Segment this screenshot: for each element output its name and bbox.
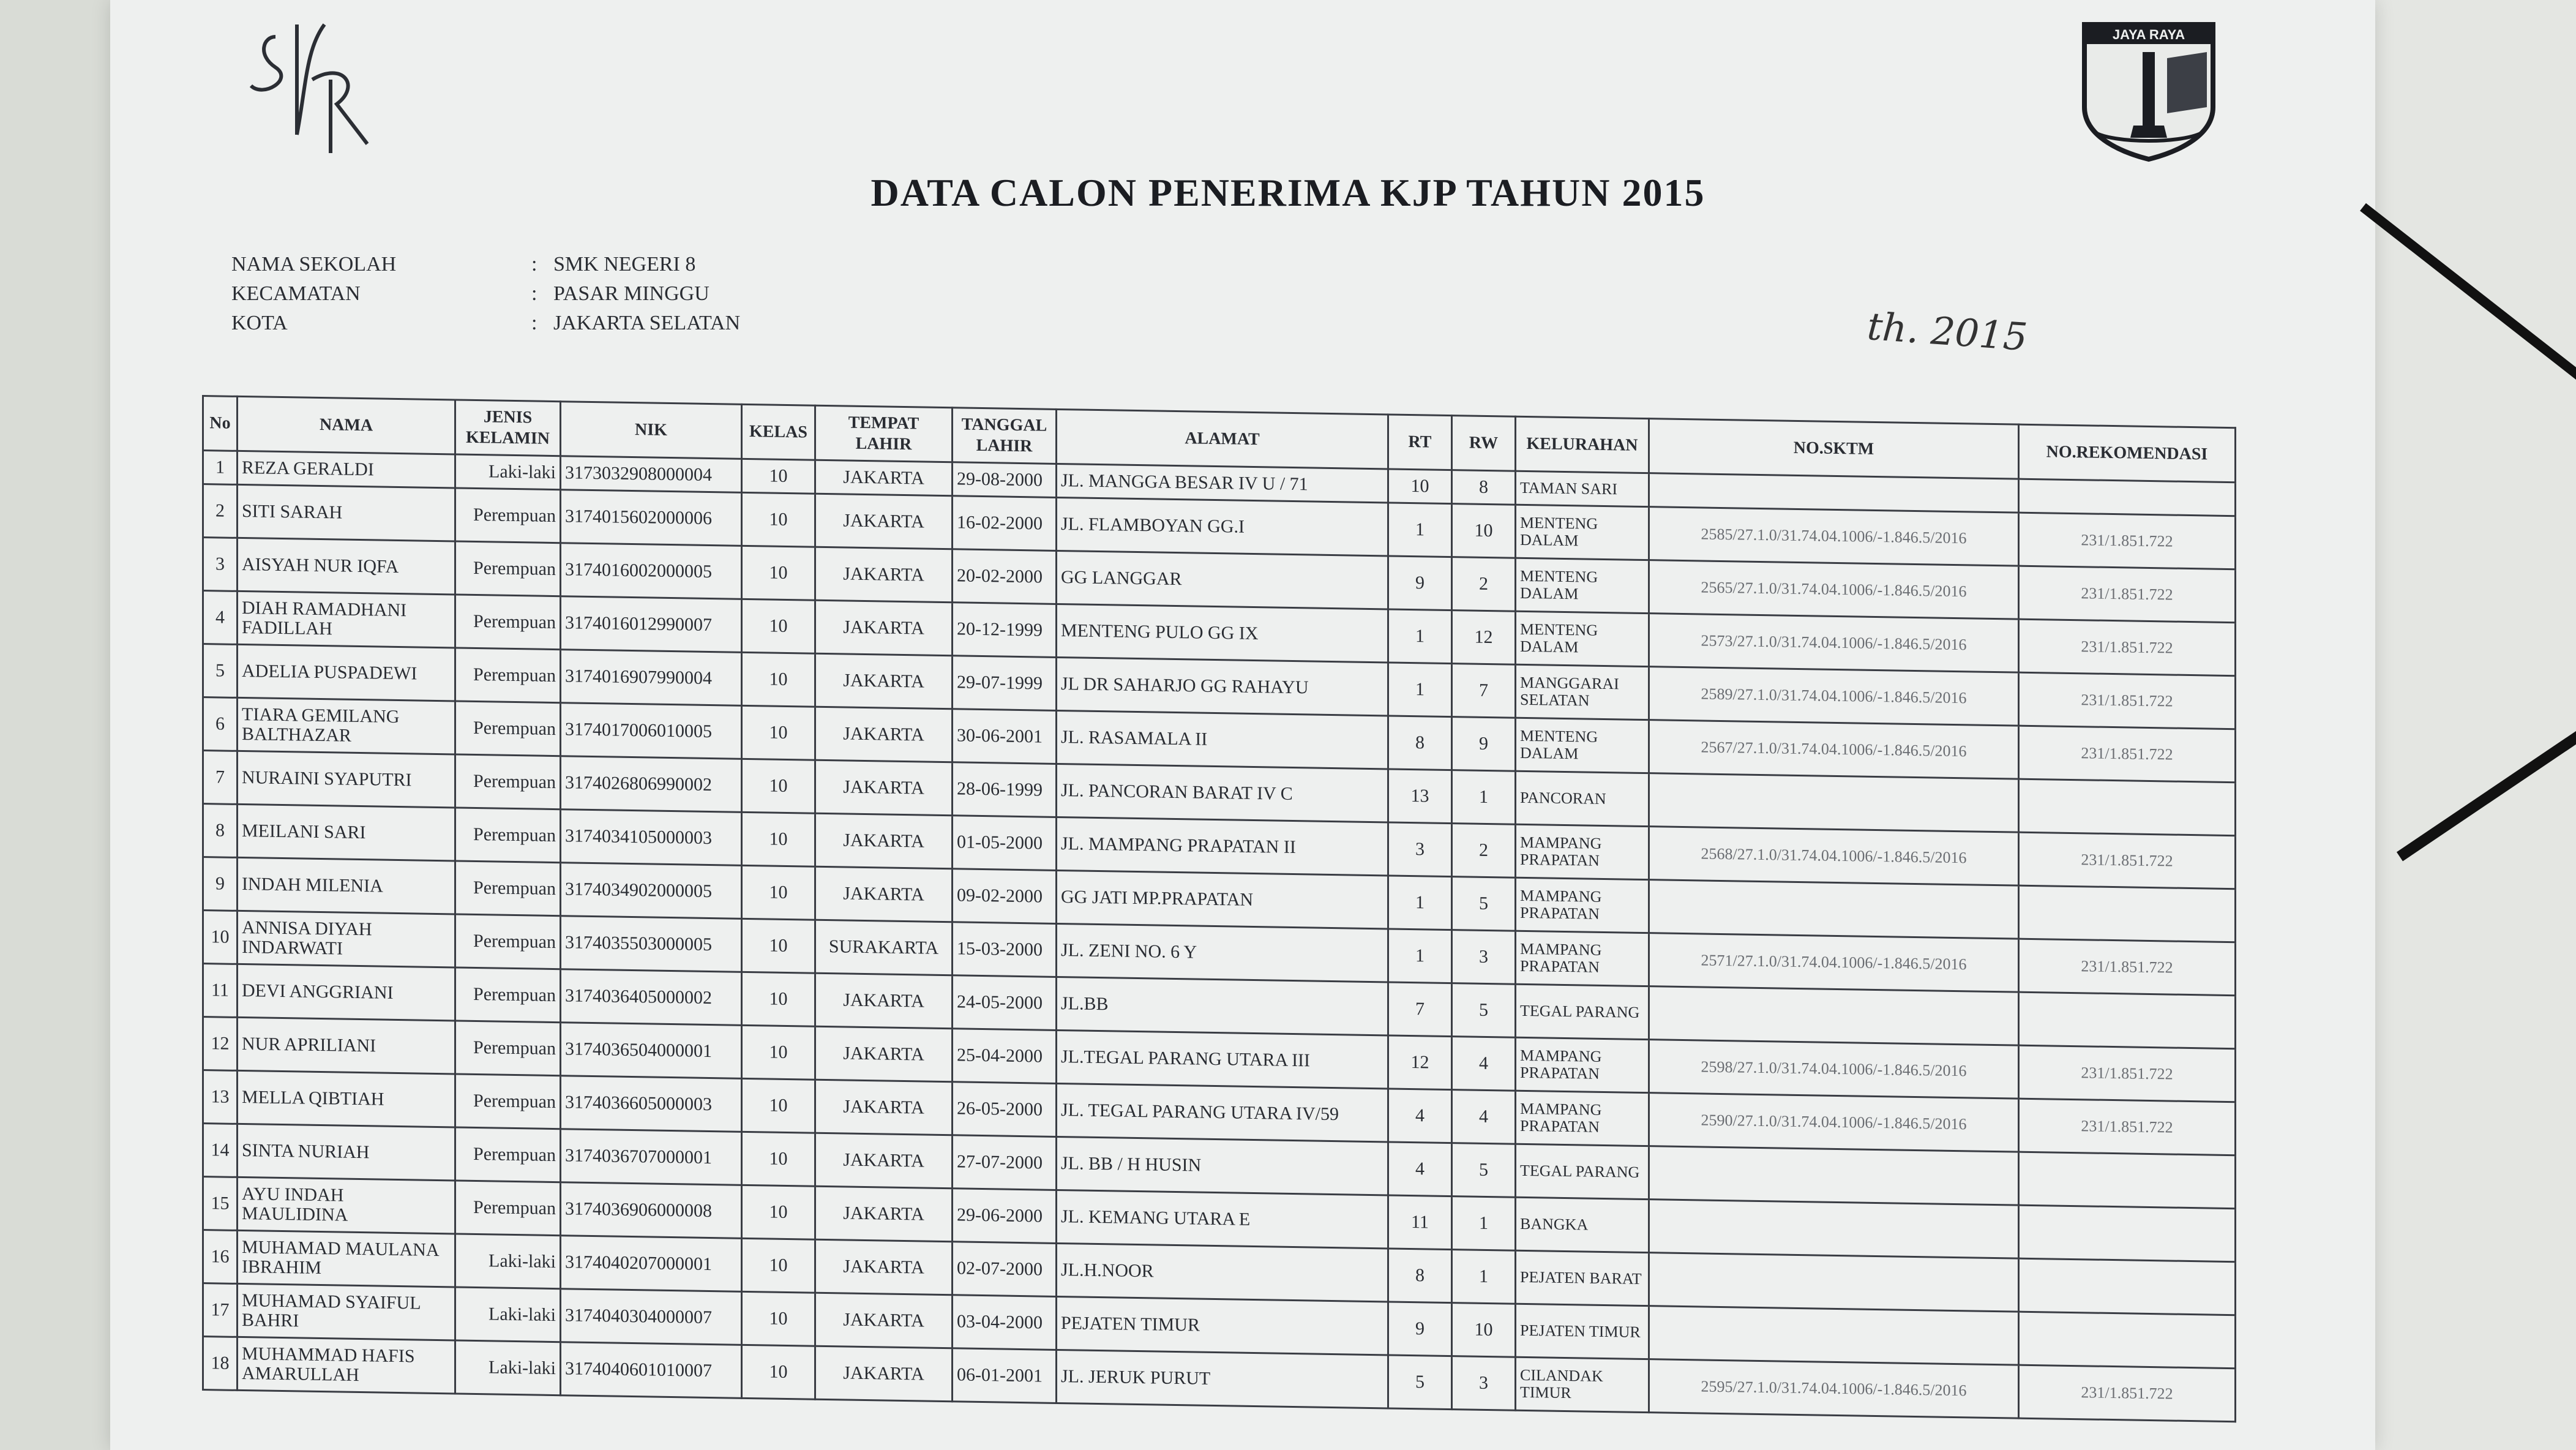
cell-rt: 1	[1388, 876, 1452, 930]
cell-kelurahan: PEJATEN TIMUR	[1516, 1304, 1649, 1359]
cell-jenis-kelamin: Perempuan	[455, 1181, 561, 1236]
cell-jenis-kelamin: Perempuan	[455, 541, 561, 596]
cell-kelas: 10	[742, 1238, 815, 1293]
column-header: RT	[1388, 415, 1452, 470]
cell-jenis-kelamin: Perempuan	[455, 701, 561, 756]
cell-nik: 3174040601010007	[561, 1342, 742, 1399]
cell-tempat-lahir: SURAKARTA	[815, 920, 953, 975]
cell-alamat: JL. BB / H HUSIN	[1057, 1136, 1388, 1195]
cell-kelurahan: MENTENG DALAM	[1516, 505, 1649, 560]
cell-alamat: JL. FLAMBOYAN GG.I	[1057, 497, 1388, 556]
cell-nik: 3174036605000003	[561, 1076, 742, 1132]
cell-jenis-kelamin: Perempuan	[455, 967, 561, 1023]
cell-tanggal-lahir: 09-02-2000	[953, 869, 1057, 924]
column-header: NO.SKTM	[1649, 419, 2019, 479]
cell-kelas: 10	[742, 1132, 815, 1186]
info-colon: :	[531, 282, 537, 305]
cell-no-rekomendasi	[2019, 1258, 2236, 1315]
emblem-text: JAYA RAYA	[2112, 27, 2185, 42]
cell-kelas: 10	[742, 865, 815, 920]
cell-rw: 8	[1452, 470, 1516, 505]
info-row	[231, 250, 740, 279]
cell-kelurahan: PANCORAN	[1516, 771, 1649, 826]
cell-no-rekomendasi	[2019, 1312, 2236, 1369]
cell-rt: 8	[1388, 1249, 1452, 1303]
cell-rt: 12	[1388, 1035, 1452, 1090]
column-header: TANGGAL LAHIR	[953, 408, 1057, 464]
cell-no: 14	[203, 1124, 238, 1178]
column-header: NAMA	[238, 396, 455, 454]
cell-rw: 10	[1452, 1303, 1516, 1358]
cell-no-rekomendasi: 231/1.851.722	[2019, 726, 2236, 783]
cell-nik: 3174040304000007	[561, 1289, 742, 1345]
cell-no: 3	[203, 538, 238, 592]
cell-no-rekomendasi: 231/1.851.722	[2019, 672, 2236, 729]
cell-no: 15	[203, 1177, 238, 1231]
cell-nik: 3174017006010005	[561, 703, 742, 759]
cell-nama: NUR APRILIANI	[238, 1017, 455, 1074]
cell-rt: 8	[1388, 716, 1452, 770]
cell-alamat: JL. KEMANG UTARA E	[1057, 1190, 1388, 1249]
cell-no-rekomendasi	[2019, 885, 2236, 942]
cell-nik: 3174016907990004	[561, 650, 742, 706]
cell-nama: MUHAMAD MAULANA IBRAHIM	[238, 1230, 455, 1287]
cell-tanggal-lahir: 02-07-2000	[953, 1242, 1057, 1297]
cell-jenis-kelamin: Laki-laki	[455, 454, 561, 490]
cell-rt: 4	[1388, 1089, 1452, 1143]
cell-alamat: JL.BB	[1057, 977, 1388, 1035]
cell-no: 1	[203, 451, 238, 485]
cell-nama: SINTA NURIAH	[238, 1124, 455, 1181]
cell-nik: 3174034105000003	[561, 810, 742, 866]
cell-rt: 7	[1388, 982, 1452, 1037]
cell-tanggal-lahir: 15-03-2000	[953, 922, 1057, 977]
cell-no-rekomendasi	[2019, 779, 2236, 836]
cell-kelurahan: MANGGARAI SELATAN	[1516, 664, 1649, 719]
cell-tanggal-lahir: 01-05-2000	[953, 816, 1057, 871]
cell-rw: 4	[1452, 1037, 1516, 1091]
cell-kelas: 10	[742, 812, 815, 866]
cell-no-sktm	[1649, 1146, 2019, 1205]
cell-jenis-kelamin: Perempuan	[455, 595, 561, 650]
school-info	[231, 250, 740, 338]
cell-alamat: JL. RASAMALA II	[1057, 710, 1388, 769]
cell-kelurahan: MENTENG DALAM	[1516, 718, 1649, 773]
info-row	[231, 309, 740, 338]
cell-no-sktm	[1649, 473, 2019, 513]
cell-kelas: 10	[742, 918, 815, 973]
cell-tanggal-lahir: 03-04-2000	[953, 1295, 1057, 1350]
info-row	[231, 279, 740, 309]
document-title: DATA CALON PENERIMA KJP TAHUN 2015	[871, 171, 1705, 214]
cell-jenis-kelamin: Laki-laki	[455, 1340, 561, 1396]
cell-no-sktm: 2568/27.1.0/31.74.04.1006/-1.846.5/2016	[1649, 827, 2019, 885]
cell-tanggal-lahir: 24-05-2000	[953, 975, 1057, 1031]
cell-no: 4	[203, 591, 238, 645]
cell-no-sktm	[1649, 1306, 2019, 1365]
column-header: No	[203, 396, 238, 451]
cell-kelurahan: MAMPANG PRAPATAN	[1516, 1091, 1649, 1146]
cell-rt: 9	[1388, 556, 1452, 610]
cell-no-rekomendasi: 231/1.851.722	[2019, 619, 2236, 676]
cell-no: 17	[203, 1283, 238, 1337]
cell-kelas: 10	[742, 1078, 815, 1133]
cell-nama: DIAH RAMADHANI FADILLAH	[238, 591, 455, 648]
cell-tanggal-lahir: 20-02-2000	[953, 549, 1057, 604]
school-logo-icon	[239, 12, 386, 159]
cell-rt: 5	[1388, 1355, 1452, 1410]
cell-kelas: 10	[742, 599, 815, 653]
cell-no: 5	[203, 644, 238, 698]
cell-tanggal-lahir: 16-02-2000	[953, 496, 1057, 551]
info-value: PASAR MINGGU	[553, 282, 710, 305]
cell-no-sktm	[1649, 773, 2019, 832]
cell-no-sktm: 2565/27.1.0/31.74.04.1006/-1.846.5/2016	[1649, 560, 2019, 619]
cell-rw: 9	[1452, 717, 1516, 772]
cell-rt: 9	[1388, 1302, 1452, 1356]
cell-kelas: 10	[742, 1291, 815, 1346]
cell-nama: NURAINI SYAPUTRI	[238, 751, 455, 808]
cell-kelurahan: MAMPANG PRAPATAN	[1516, 877, 1649, 933]
column-header: TEMPAT LAHIR	[815, 405, 953, 462]
cell-no-rekomendasi: 231/1.851.722	[2019, 513, 2236, 569]
cell-alamat: JL. ZENI NO. 6 Y	[1057, 923, 1388, 982]
cell-nama: REZA GERALDI	[238, 451, 455, 488]
cell-rw: 3	[1452, 1356, 1516, 1411]
cell-nama: MUHAMMAD HAFIS AMARULLAH	[238, 1337, 455, 1394]
cell-kelurahan: TEGAL PARANG	[1516, 1144, 1649, 1199]
cell-no-sktm: 2598/27.1.0/31.74.04.1006/-1.846.5/2016	[1649, 1040, 2019, 1099]
cell-nama: ADELIA PUSPADEWI	[238, 644, 455, 701]
cell-kelas: 10	[742, 546, 815, 600]
cell-rt: 1	[1388, 609, 1452, 664]
cell-tempat-lahir: JAKARTA	[815, 866, 953, 922]
cell-rw: 12	[1452, 610, 1516, 665]
cell-tempat-lahir: JAKARTA	[815, 1186, 953, 1242]
cell-no-rekomendasi	[2019, 1205, 2236, 1262]
cell-jenis-kelamin: Perempuan	[455, 914, 561, 969]
cell-no-sktm	[1649, 986, 2019, 1045]
cell-jenis-kelamin: Perempuan	[455, 488, 561, 543]
cell-no-rekomendasi: 231/1.851.722	[2019, 1045, 2236, 1102]
cell-tempat-lahir: JAKARTA	[815, 1080, 953, 1135]
cell-tempat-lahir: JAKARTA	[815, 494, 953, 549]
cell-kelurahan: MAMPANG PRAPATAN	[1516, 824, 1649, 879]
cell-jenis-kelamin: Perempuan	[455, 754, 561, 810]
column-header: NIK	[561, 402, 742, 459]
cell-tanggal-lahir: 06-01-2001	[953, 1348, 1057, 1403]
cell-tempat-lahir: JAKARTA	[815, 1239, 953, 1295]
cell-rw: 10	[1452, 504, 1516, 558]
cell-jenis-kelamin: Perempuan	[455, 1074, 561, 1129]
cell-nik: 3174036906000008	[561, 1182, 742, 1239]
cell-kelurahan: CILANDAK TIMUR	[1516, 1357, 1649, 1412]
cell-nik: 3173032908000004	[561, 456, 742, 493]
cell-nama: AYU INDAH MAULIDINA	[238, 1177, 455, 1234]
cell-kelas: 10	[742, 759, 815, 813]
cell-jenis-kelamin: Perempuan	[455, 808, 561, 863]
cell-nama: ANNISA DIYAH INDARWATI	[238, 911, 455, 967]
cell-alamat: JL. MANGGA BESAR IV U / 71	[1057, 464, 1388, 503]
cell-no: 9	[203, 857, 238, 911]
jakarta-emblem-icon	[2075, 15, 2222, 162]
cell-no-rekomendasi: 231/1.851.722	[2019, 832, 2236, 889]
cell-rt: 13	[1388, 769, 1452, 824]
column-header: KELAS	[742, 404, 815, 460]
cell-kelurahan: MENTENG DALAM	[1516, 558, 1649, 613]
cell-rt: 4	[1388, 1142, 1452, 1196]
cell-nama: MEILANI SARI	[238, 804, 455, 861]
info-colon: :	[531, 312, 537, 334]
cell-nik: 3174026806990002	[561, 756, 742, 813]
cell-no: 12	[203, 1017, 238, 1071]
cell-jenis-kelamin: Perempuan	[455, 1127, 561, 1182]
cell-no: 10	[203, 911, 238, 964]
cell-nik: 3174015602000006	[561, 490, 742, 546]
cell-rt: 1	[1388, 663, 1452, 717]
cell-no-rekomendasi	[2019, 992, 2236, 1049]
cell-kelurahan: MAMPANG PRAPATAN	[1516, 1037, 1649, 1092]
cell-kelurahan: TEGAL PARANG	[1516, 984, 1649, 1039]
cell-rt: 1	[1388, 929, 1452, 983]
cell-no-sktm: 2573/27.1.0/31.74.04.1006/-1.846.5/2016	[1649, 614, 2019, 672]
cell-tanggal-lahir: 29-07-1999	[953, 656, 1057, 711]
cell-tempat-lahir: JAKARTA	[815, 760, 953, 816]
cell-rw: 1	[1452, 1196, 1516, 1251]
cell-rw: 1	[1452, 770, 1516, 825]
cell-nik: 3174036504000001	[561, 1023, 742, 1079]
cell-tempat-lahir: JAKARTA	[815, 547, 953, 603]
cell-kelurahan: PEJATEN BARAT	[1516, 1250, 1649, 1305]
cell-tanggal-lahir: 20-12-1999	[953, 603, 1057, 658]
cell-tempat-lahir: JAKARTA	[815, 653, 953, 709]
info-label: KECAMATAN	[231, 282, 361, 305]
cell-kelurahan: BANGKA	[1516, 1197, 1649, 1252]
info-label: NAMA SEKOLAH	[231, 253, 397, 276]
cell-tempat-lahir: JAKARTA	[815, 1293, 953, 1348]
cell-kelurahan: MENTENG DALAM	[1516, 611, 1649, 666]
cell-no: 13	[203, 1070, 238, 1124]
cell-no-sktm: 2567/27.1.0/31.74.04.1006/-1.846.5/2016	[1649, 720, 2019, 779]
cell-rw: 2	[1452, 824, 1516, 878]
cell-no: 8	[203, 804, 238, 858]
cell-rw: 5	[1452, 983, 1516, 1038]
cell-no: 18	[203, 1337, 238, 1391]
cell-nik: 3174036707000001	[561, 1129, 742, 1185]
cell-no-rekomendasi: 231/1.851.722	[2019, 1365, 2236, 1422]
cell-kelas: 10	[742, 1025, 815, 1080]
cell-tanggal-lahir: 29-06-2000	[953, 1189, 1057, 1244]
cell-kelurahan: MAMPANG PRAPATAN	[1516, 931, 1649, 986]
cell-kelurahan: TAMAN SARI	[1516, 471, 1649, 506]
cell-alamat: JL. TEGAL PARANG UTARA IV/59	[1057, 1083, 1388, 1142]
cell-tempat-lahir: JAKARTA	[815, 1133, 953, 1189]
cell-no: 16	[203, 1230, 238, 1284]
cell-alamat: JL. MAMPANG PRAPATAN II	[1057, 817, 1388, 876]
cell-alamat: PEJATEN TIMUR	[1057, 1296, 1388, 1355]
cell-jenis-kelamin: Laki-laki	[455, 1234, 561, 1289]
cell-rw: 2	[1452, 557, 1516, 612]
column-header: JENIS KELAMIN	[455, 400, 561, 456]
cell-nik: 3174036405000002	[561, 969, 742, 1026]
cell-kelas: 10	[742, 459, 815, 494]
cell-alamat: JL.H.NOOR	[1057, 1243, 1388, 1302]
cell-jenis-kelamin: Perempuan	[455, 648, 561, 703]
cell-no-sktm: 2589/27.1.0/31.74.04.1006/-1.846.5/2016	[1649, 667, 2019, 726]
info-label: KOTA	[231, 312, 288, 334]
cell-tempat-lahir: JAKARTA	[815, 1026, 953, 1082]
info-value: JAKARTA SELATAN	[553, 312, 741, 334]
column-header: KELURAHAN	[1516, 416, 1649, 473]
cell-tanggal-lahir: 28-06-1999	[953, 762, 1057, 817]
column-header: NO.REKOMENDASI	[2019, 424, 2236, 483]
cell-kelas: 10	[742, 492, 815, 547]
cell-nama: INDAH MILENIA	[238, 857, 455, 914]
column-header: ALAMAT	[1057, 409, 1388, 469]
cell-no: 11	[203, 964, 238, 1018]
cell-tanggal-lahir: 26-05-2000	[953, 1082, 1057, 1137]
cell-nama: MELLA QIBTIAH	[238, 1070, 455, 1127]
cell-alamat: JL.TEGAL PARANG UTARA III	[1057, 1030, 1388, 1089]
cell-rw: 7	[1452, 664, 1516, 718]
cell-rw: 1	[1452, 1250, 1516, 1304]
cell-no-rekomendasi: 231/1.851.722	[2019, 1099, 2236, 1155]
cell-no: 6	[203, 697, 238, 751]
cell-nik: 3174035503000005	[561, 916, 742, 972]
cell-rw: 3	[1452, 930, 1516, 985]
cell-nama: DEVI ANGGRIANI	[238, 964, 455, 1021]
cell-tanggal-lahir: 29-08-2000	[953, 462, 1057, 498]
cell-nama: TIARA GEMILANG BALTHAZAR	[238, 697, 455, 754]
cell-alamat: GG JATI MP.PRAPATAN	[1057, 870, 1388, 929]
cell-rw: 5	[1452, 1143, 1516, 1198]
cell-alamat: JL DR SAHARJO GG RAHAYU	[1057, 657, 1388, 716]
cell-no: 7	[203, 751, 238, 805]
cell-no-sktm	[1649, 1253, 2019, 1312]
info-value: SMK NEGERI 8	[553, 253, 696, 276]
cell-tempat-lahir: JAKARTA	[815, 973, 953, 1029]
cell-no-rekomendasi: 231/1.851.722	[2019, 939, 2236, 996]
cell-nik: 3174016002000005	[561, 543, 742, 599]
cell-tempat-lahir: JAKARTA	[815, 707, 953, 762]
cell-tempat-lahir: JAKARTA	[815, 1346, 953, 1402]
cell-no-rekomendasi	[2019, 1152, 2236, 1209]
cell-rw: 5	[1452, 877, 1516, 931]
cell-nik: 3174016012990007	[561, 596, 742, 653]
cell-tanggal-lahir: 27-07-2000	[953, 1135, 1057, 1190]
cell-rw: 4	[1452, 1090, 1516, 1144]
cell-kelas: 10	[742, 705, 815, 760]
cell-kelas: 10	[742, 1345, 815, 1399]
cell-rt: 1	[1388, 503, 1452, 557]
cell-nama: MUHAMAD SYAIFUL BAHRI	[238, 1283, 455, 1340]
cell-no-sktm: 2590/27.1.0/31.74.04.1006/-1.846.5/2016	[1649, 1093, 2019, 1152]
cell-tanggal-lahir: 25-04-2000	[953, 1029, 1057, 1084]
cell-alamat: JL. PANCORAN BARAT IV C	[1057, 764, 1388, 822]
handwritten-note: th. 2015	[1865, 303, 2029, 360]
cell-no: 2	[203, 484, 238, 538]
column-header: RW	[1452, 416, 1516, 471]
cell-no-sktm: 2571/27.1.0/31.74.04.1006/-1.846.5/2016	[1649, 933, 2019, 992]
cell-jenis-kelamin: Laki-laki	[455, 1287, 561, 1342]
cell-kelas: 10	[742, 652, 815, 707]
cell-nik: 3174040207000001	[561, 1236, 742, 1292]
cell-tempat-lahir: JAKARTA	[815, 460, 953, 496]
cell-no-rekomendasi	[2019, 479, 2236, 516]
cell-alamat: JL. JERUK PURUT	[1057, 1350, 1388, 1408]
cell-tempat-lahir: JAKARTA	[815, 600, 953, 656]
cell-no-sktm: 2595/27.1.0/31.74.04.1006/-1.846.5/2016	[1649, 1359, 2019, 1418]
cell-jenis-kelamin: Perempuan	[455, 1021, 561, 1076]
cell-no-sktm	[1649, 880, 2019, 939]
cell-rt: 11	[1388, 1195, 1452, 1250]
cell-tempat-lahir: JAKARTA	[815, 813, 953, 869]
cell-no-rekomendasi: 231/1.851.722	[2019, 566, 2236, 623]
desk-background	[2375, 0, 2576, 1450]
cell-rt: 10	[1388, 469, 1452, 504]
kjp-table	[202, 395, 2234, 1422]
cell-no-sktm: 2585/27.1.0/31.74.04.1006/-1.846.5/2016	[1649, 507, 2019, 566]
cell-nik: 3174034902000005	[561, 863, 742, 919]
cell-nama: AISYAH NUR IQFA	[238, 538, 455, 595]
cell-kelas: 10	[742, 1185, 815, 1239]
cell-nama: SITI SARAH	[238, 484, 455, 541]
cell-kelas: 10	[742, 972, 815, 1026]
cell-alamat: MENTENG PULO GG IX	[1057, 604, 1388, 663]
cell-alamat: GG LANGGAR	[1057, 550, 1388, 609]
cell-rt: 3	[1388, 822, 1452, 877]
cell-no-sktm	[1649, 1200, 2019, 1258]
cell-tanggal-lahir: 30-06-2001	[953, 709, 1057, 764]
cell-jenis-kelamin: Perempuan	[455, 861, 561, 916]
info-colon: :	[531, 253, 537, 276]
